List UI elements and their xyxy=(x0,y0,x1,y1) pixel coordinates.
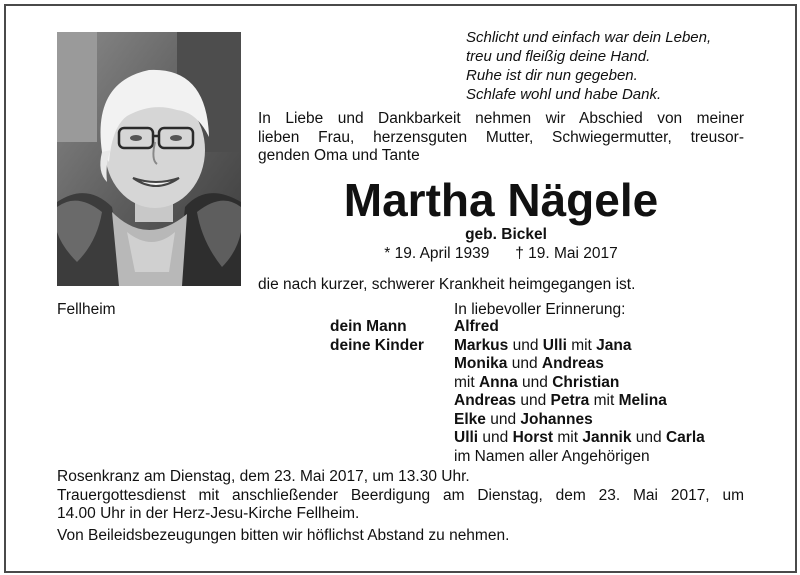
children-label: deine Kinder xyxy=(330,336,424,354)
poem-line: Schlafe wohl und habe Dank. xyxy=(466,86,662,103)
family-line xyxy=(454,337,705,356)
condolence-text: Von Beileidsbezeugungen bitten wir höflichst Abstand zu nehmen. xyxy=(57,526,510,544)
connector: mit xyxy=(454,373,479,391)
family-line xyxy=(454,355,705,374)
family-member: Monika xyxy=(454,355,508,372)
family-member: Johannes xyxy=(520,410,593,428)
family-list xyxy=(454,318,705,466)
husband-label: dein Mann xyxy=(330,318,407,335)
family-closing: im Namen aller Angehörigen xyxy=(454,447,650,465)
birth-name: geb. Bickel xyxy=(465,226,547,243)
service-text-line2: 14.00 Uhr in der Herz-Jesu-Kirche Fellheim. xyxy=(57,505,360,522)
portrait-image xyxy=(57,32,241,286)
intro-line: genden Oma und Tante xyxy=(258,147,420,164)
family-member: Christian xyxy=(552,373,620,391)
family-member: Carla xyxy=(665,429,705,446)
poem xyxy=(466,28,786,104)
memory-heading: In liebevoller Erinnerung: xyxy=(454,301,626,318)
family-member: Andreas xyxy=(541,355,604,372)
connector: und xyxy=(517,373,553,391)
relation-labels xyxy=(330,318,424,355)
connector: und xyxy=(508,336,543,354)
connector: und xyxy=(485,410,521,428)
service-text-line1: Trauergottesdienst mit anschließender Beerdigung am Dienstag, dem 23. Mai 2017, um xyxy=(57,486,744,504)
poem-line: treu und fleißig deine Hand. xyxy=(466,48,651,65)
family-member: Ulli xyxy=(454,429,479,446)
family-line xyxy=(454,429,705,448)
family-line xyxy=(454,392,705,411)
family-line xyxy=(454,411,705,430)
rosary-text: Rosenkranz am Dienstag, dem 23. Mai 2017, um 13.30 Uhr. xyxy=(57,468,470,485)
connector: und xyxy=(478,429,513,446)
family-member: Andreas xyxy=(454,392,517,409)
family-member: Petra xyxy=(550,392,590,409)
intro-text xyxy=(258,110,744,166)
poem-line: Schlicht und einfach war dein Leben, xyxy=(466,29,712,46)
connector: und xyxy=(507,355,542,372)
family-member: Elke xyxy=(454,410,486,428)
family-member: Ulli xyxy=(542,336,567,354)
family-member: Melina xyxy=(618,392,667,409)
deceased-name: Martha Nägele xyxy=(343,174,659,226)
portrait-photo xyxy=(57,32,241,286)
family-member: Markus xyxy=(454,336,509,354)
connector: und xyxy=(631,429,666,446)
family-line xyxy=(454,318,705,337)
family-member: Horst xyxy=(512,429,554,446)
connector: und xyxy=(516,392,551,409)
connector: mit xyxy=(566,336,597,354)
poem-line: Ruhe ist dir nun gegeben. xyxy=(466,67,638,84)
family-member: Jana xyxy=(596,336,632,354)
family-member: Alfred xyxy=(454,318,499,335)
intro-line: lieben Frau, herzensguten Mutter, Schwiegermutter, treusor- xyxy=(258,128,744,146)
connector: mit xyxy=(553,429,583,446)
life-dates: * 19. April 1939 † 19. Mai 2017 xyxy=(384,245,618,262)
connector: mit xyxy=(589,392,619,409)
family-line xyxy=(454,374,705,393)
place-name: Fellheim xyxy=(57,301,116,318)
family-member: Anna xyxy=(478,373,518,391)
passed-text: die nach kurzer, schwerer Krankheit heimgegangen ist. xyxy=(258,276,636,293)
intro-line: In Liebe und Dankbarkeit nehmen wir Abschied von meiner xyxy=(258,110,744,127)
footer-info xyxy=(57,468,744,545)
family-member: Jannik xyxy=(582,429,632,446)
